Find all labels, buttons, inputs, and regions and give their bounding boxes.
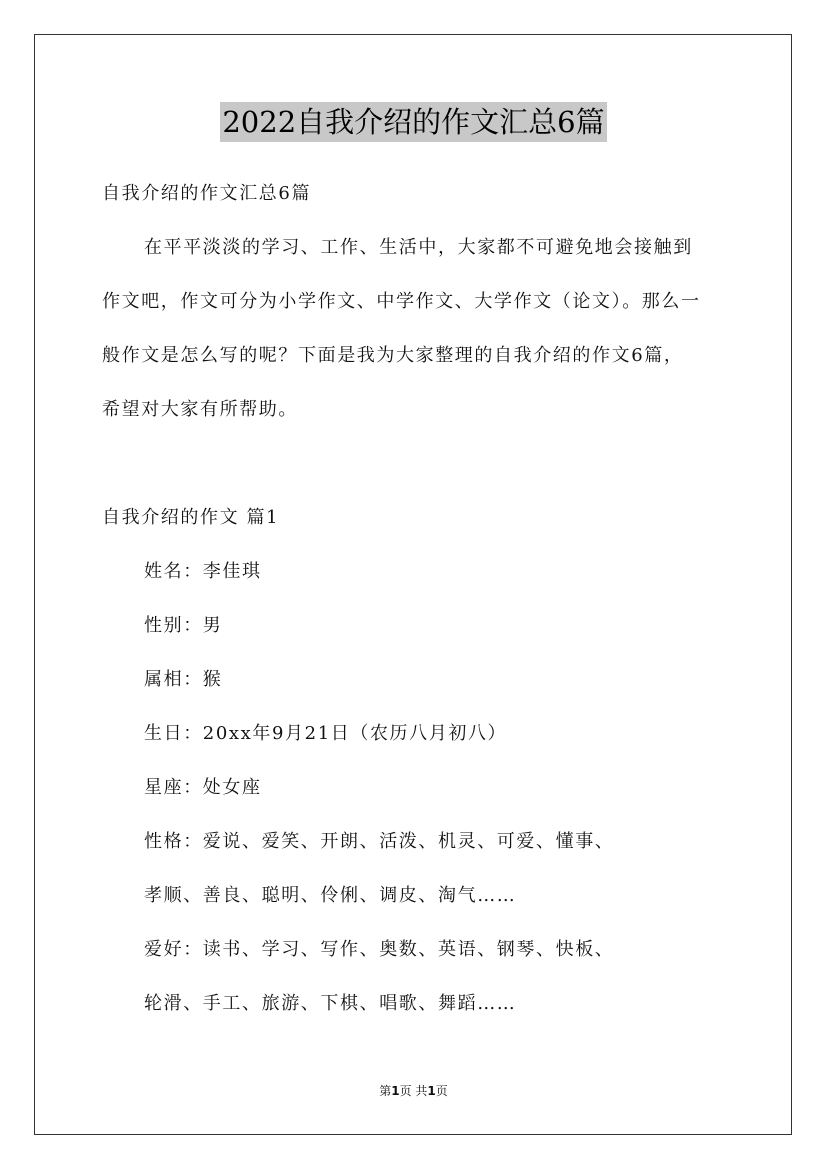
footer-page-suffix: 页	[435, 1084, 448, 1098]
footer-page-total: 1	[427, 1084, 436, 1098]
footer-page-prefix: 第	[379, 1084, 392, 1098]
footer-page-number: 1	[391, 1084, 400, 1098]
section-heading: 自我介绍的作文 篇1	[102, 507, 280, 528]
footer-page-mid: 页 共	[399, 1084, 428, 1098]
document-title: 2022自我介绍的作文汇总6篇	[220, 102, 606, 142]
profile-personality-1: 性格：爱说、爱笑、开朗、活泼、机灵、可爱、懂事、	[144, 831, 615, 852]
profile-birthday: 生日：20xx年9月21日（农历八月初八）	[144, 723, 508, 744]
intro-line-4: 希望对大家有所帮助。	[102, 399, 298, 420]
page-footer	[0, 1083, 827, 1099]
profile-name: 姓名：李佳琪	[144, 561, 262, 582]
profile-hobbies-2: 轮滑、手工、旅游、下棋、唱歌、舞蹈……	[144, 993, 517, 1014]
profile-hobbies-1: 爱好：读书、学习、写作、奥数、英语、钢琴、快板、	[144, 939, 615, 960]
intro-line-2: 作文吧，作文可分为小学作文、中学作文、大学作文（论文）。那么一	[102, 291, 701, 312]
profile-gender: 性别：男	[144, 615, 223, 636]
profile-zodiac: 属相：猴	[144, 669, 223, 690]
profile-personality-2: 孝顺、善良、聪明、伶俐、调皮、淘气……	[144, 885, 517, 906]
title-container	[0, 102, 827, 142]
profile-constellation: 星座：处女座	[144, 777, 262, 798]
intro-line-3: 般作文是怎么写的呢？下面是我为大家整理的自我介绍的作文6篇，	[102, 345, 684, 366]
document-subtitle: 自我介绍的作文汇总6篇	[102, 183, 312, 204]
intro-line-1: 在平平淡淡的学习、工作、生活中，大家都不可避免地会接触到	[144, 237, 693, 258]
